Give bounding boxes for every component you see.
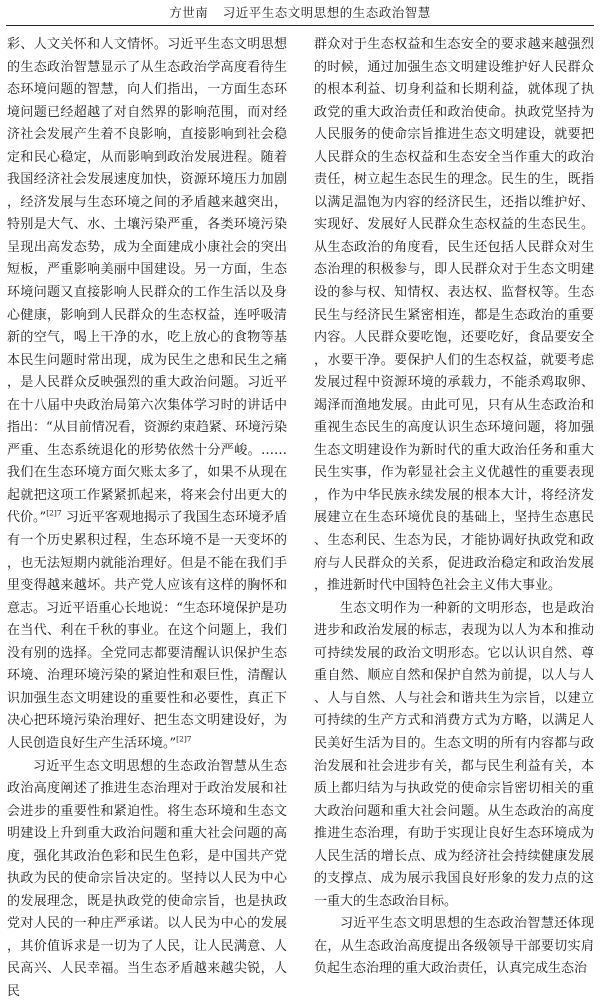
paragraph-text: 习近平客观地揭示了我国生态环境矛盾有一个历史累积过程，生态环境不是一天变坏的，也无法短期内就能治理好。但是不能在我们手里变得越来越坏。共产党人应该有这样的胸怀和意志。习近平语重心长地说：“生态环境保护是功在当代、利在千秋的事业。在这个问题上，我们没有别的选择。全党同志都要清醒认识保护生态环境、治理环境污染的紧迫性和艰巨性，清醒认识加强生态文明建设的重要性和必要性，真正下决心把环境污染治理好、把生态文明建设好，为人民创造良好生产生活环境。”: [7, 510, 287, 751]
left-column: [7, 34, 287, 999]
running-head-title: 习近平生态文明思想的生态政治智慧: [222, 5, 431, 20]
paragraph: 习近平生态文明思想的生态政治智慧还体现在，从生态政治高度提出各级领导干部要切实肩负起生态治理的重大政治责任，认真完成生态治: [314, 916, 594, 977]
citation: [2]7: [176, 734, 192, 744]
running-head: [0, 4, 600, 22]
header-rule: [6, 25, 594, 26]
citation: [2]7: [46, 509, 62, 519]
paragraph: 生态文明作为一种新的文明形态，也是政治进步和政治发展的标志，表现为以人为本和推动可持续发展的政治文明形态。它以认识自然、尊重自然、顺应自然和保护自然为前提，以人与人、人与自然、人与社会和谐共生为宗旨，以建立可持续的生产方式和消费方式为方略，以满足人民美好生活为目的。生态文明的所有内容都与政治发展和社会进步有关，都与民生利益有关，本质上都归结为与执政党的使命宗旨密切相关的重大政治问题和重大社会问题。从生态政治的高度推进生态治理，有助于实现让良好生态环境成为人民生活的增长点、成为经济社会持续健康发展的支撑点、成为展示我国良好形象的发力点的这一重大的生态政治目标。: [314, 600, 594, 909]
paragraph-text: 彩、人文关怀和人文情怀。习近平生态文明思想的生态政治智慧显示了从生态政治学高度看待生态环境问题的智慧，向人们指出，一方面生态环境问题已经超越了对自然界的影响范围，而对经济社会发展产生着不良影响，直接影响到社会稳定和民心稳定，从而影响到政治发展进程。随着我国经济社会发展速度加快，资源环境压力加剧，经济发展与生态环境之间的矛盾越来越突出，特别是大气、水、土壤污染严重，各类环境污染呈现出高发态势，成为全面建成小康社会的突出短板，严重影响美丽中国建设。另一方面，生态环境问题又直接影响人民群众的工作生活以及身心健康，影响到人民群众的生态权益，连呼吸清新的空气，喝上干净的水，吃上放心的食物等基本民生问题时常出现，成为民生之患和民生之痛，是人民群众反映强烈的重大政治问题。习近平在十八届中央政治局第六次集体学习时的讲话中指出：“从目前情况看，资源约束趋紧、环境污染严重、生态系统退化的形势依然十分严峻。……我们在生态环境方面欠账太多了，如果不从现在起就把这项工作紧紧抓起来，将来会付出更大的代价。”: [7, 37, 287, 526]
paragraph-continued: 群众对于生态权益和生态安全的要求越来越强烈的时候，通过加强生态文明建设维护好人民群众的根本利益、切身利益和长期利益，就体现了执政党的重大政治责任和政治使命。执政党坚持为人民服务的使命宗旨推进生态文明建设，就要把人民群众的生态权益和生态安全当作重大的政治责任，树立起生态民生的理念。民生的生，既指以满足温饱为内容的经济民生，还指以维护好、实现好、发展好人民群众生态权益的生态民生。从生态政治的角度看，民生还包括人民群众对生态治理的积极参与，即人民群众对于生态文明建设的参与权、知情权、表达权、监督权等。生态民生与经济民生紧密相连，都是生态政治的重要内容。人民群众要吃饱，还要吃好，食品要安全，水要干净。要保护人们的生态权益，就要考虑发展过程中资源环境的承载力，不能杀鸡取卵、竭泽而渔地发展。由此可见，只有从生态政治和重视生态民生的高度认识生态环境问题，将加强生态文明建设作为新时代的重大政治任务和重大民生实事，作为彰显社会主义优越性的重要表现，作为中华民族永续发展的根本大计，将经济发展建立在生态环境优良的基础上，坚持生态惠民、生态利民、生态为民，才能协调好执政党和政府与人民群众的关系，促进政治稳定和政治发展，推进新时代中国特色社会主义伟大事业。: [314, 37, 594, 594]
right-column: [314, 34, 594, 977]
paragraph: 习近平生态文明思想的生态政治智慧从生态政治高度阐述了推进生态治理对于政治发展和社会进步的重要性和紧迫性。将生态环境和生态文明建设上升到重大政治问题和重大社会问题的高度，强化其政治色彩和民生色彩，是中国共产党执政为民的使命宗旨决定的。坚持以人民为中心的发展理念，既是执政党的使命宗旨，也是执政党对人民的一种庄严承诺。以人民为中心的发展，其价值诉求是一切为了人民，让人民满意、人民高兴、人民幸福。当生态矛盾越来越尖锐，人民: [7, 758, 287, 999]
paragraph-continued: [7, 34, 287, 756]
running-head-author: 方世南: [169, 5, 209, 20]
